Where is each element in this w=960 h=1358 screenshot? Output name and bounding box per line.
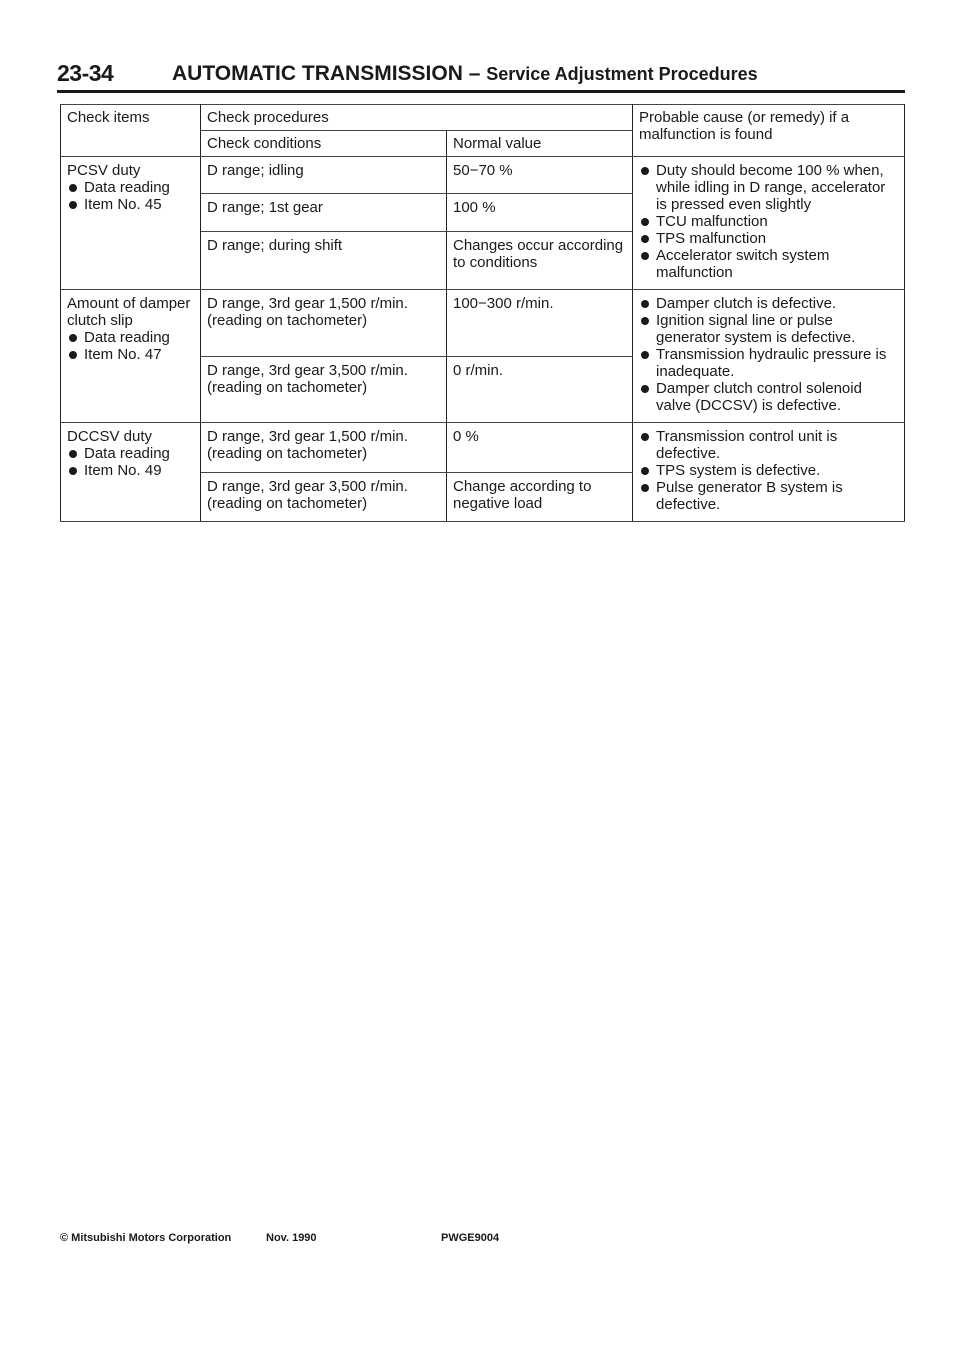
- probable-cause-item: TPS system is defective.: [639, 462, 899, 479]
- check-condition-cell: D range, 3rd gear 1,500 r/min. (reading on tachometer): [201, 290, 447, 357]
- title-main: AUTOMATIC TRANSMISSION: [172, 62, 463, 85]
- check-item-name: Amount of damper clutch slip: [67, 295, 191, 329]
- header-check-conditions: Check conditions: [201, 131, 447, 157]
- check-item-bullets: [67, 445, 195, 479]
- probable-cause-list: [639, 428, 899, 513]
- check-item-bullet: Item No. 49: [67, 462, 195, 479]
- probable-cause-item: Damper clutch is defective.: [639, 295, 899, 312]
- header-check-procedures: Check procedures: [201, 105, 633, 131]
- header-probable-cause: Probable cause (or remedy) if a malfunction is found: [633, 105, 905, 157]
- check-condition-cell: D range; during shift: [201, 231, 447, 289]
- check-item-bullet: Item No. 47: [67, 346, 195, 363]
- header-check-items: Check items: [61, 105, 201, 157]
- probable-cause-item: Transmission hydraulic pressure is inadequate.: [639, 346, 899, 380]
- check-condition-cell: D range, 3rd gear 3,500 r/min. (reading on tachometer): [201, 472, 447, 522]
- table-row: [61, 290, 905, 357]
- check-item-cell: [61, 157, 201, 290]
- check-item-bullet: Data reading: [67, 329, 195, 346]
- title-subtitle: Service Adjustment Procedures: [486, 64, 758, 84]
- probable-cause-item: Ignition signal line or pulse generator system is defective.: [639, 312, 899, 346]
- probable-cause-item: TPS malfunction: [639, 230, 899, 247]
- check-condition-cell: D range, 3rd gear 3,500 r/min. (reading on tachometer): [201, 356, 447, 423]
- probable-cause-cell: [633, 290, 905, 423]
- title-separator: –: [462, 62, 487, 85]
- header-normal-value: Normal value: [447, 131, 633, 157]
- check-condition-cell: D range; idling: [201, 157, 447, 194]
- probable-cause-item: Damper clutch control solenoid valve (DCCSV) is defective.: [639, 380, 899, 414]
- page-number: 23-34: [57, 60, 114, 86]
- normal-value-cell: Changes occur according to conditions: [447, 231, 633, 289]
- check-condition-cell: D range; 1st gear: [201, 194, 447, 231]
- header-rule: [57, 90, 905, 93]
- check-condition-cell: D range, 3rd gear 1,500 r/min. (reading on tachometer): [201, 423, 447, 473]
- probable-cause-list: [639, 295, 899, 414]
- table-row: [61, 423, 905, 473]
- check-item-name: PCSV duty: [67, 162, 141, 179]
- header-row-1: [61, 105, 905, 131]
- check-table: [60, 104, 905, 522]
- check-item-bullets: [67, 329, 195, 363]
- probable-cause-cell: [633, 157, 905, 290]
- normal-value-cell: 0 r/min.: [447, 356, 633, 423]
- footer-copyright: © Mitsubishi Motors Corporation: [60, 1232, 232, 1244]
- footer-date: Nov. 1990: [266, 1232, 317, 1244]
- probable-cause-item: Duty should become 100 % when, while idling in D range, accelerator is pressed even slightly: [639, 162, 899, 213]
- normal-value-cell: 50−70 %: [447, 157, 633, 194]
- probable-cause-item: Transmission control unit is defective.: [639, 428, 899, 462]
- normal-value-cell: 0 %: [447, 423, 633, 473]
- check-item-cell: [61, 290, 201, 423]
- normal-value-cell: Change according to negative load: [447, 472, 633, 522]
- check-item-cell: [61, 423, 201, 522]
- probable-cause-item: Accelerator switch system malfunction: [639, 247, 899, 281]
- probable-cause-item: Pulse generator B system is defective.: [639, 479, 899, 513]
- check-item-name: DCCSV duty: [67, 428, 153, 445]
- probable-cause-cell: [633, 423, 905, 522]
- check-item-bullet: Data reading: [67, 445, 195, 462]
- check-item-bullets: [67, 179, 195, 213]
- check-item-bullet: Item No. 45: [67, 196, 195, 213]
- probable-cause-item: TCU malfunction: [639, 213, 899, 230]
- section-title: [172, 62, 758, 86]
- table-row: [61, 157, 905, 194]
- normal-value-cell: 100−300 r/min.: [447, 290, 633, 357]
- probable-cause-list: [639, 162, 899, 281]
- normal-value-cell: 100 %: [447, 194, 633, 231]
- check-item-bullet: Data reading: [67, 179, 195, 196]
- page-header: [57, 60, 905, 92]
- footer-code: PWGE9004: [441, 1232, 500, 1244]
